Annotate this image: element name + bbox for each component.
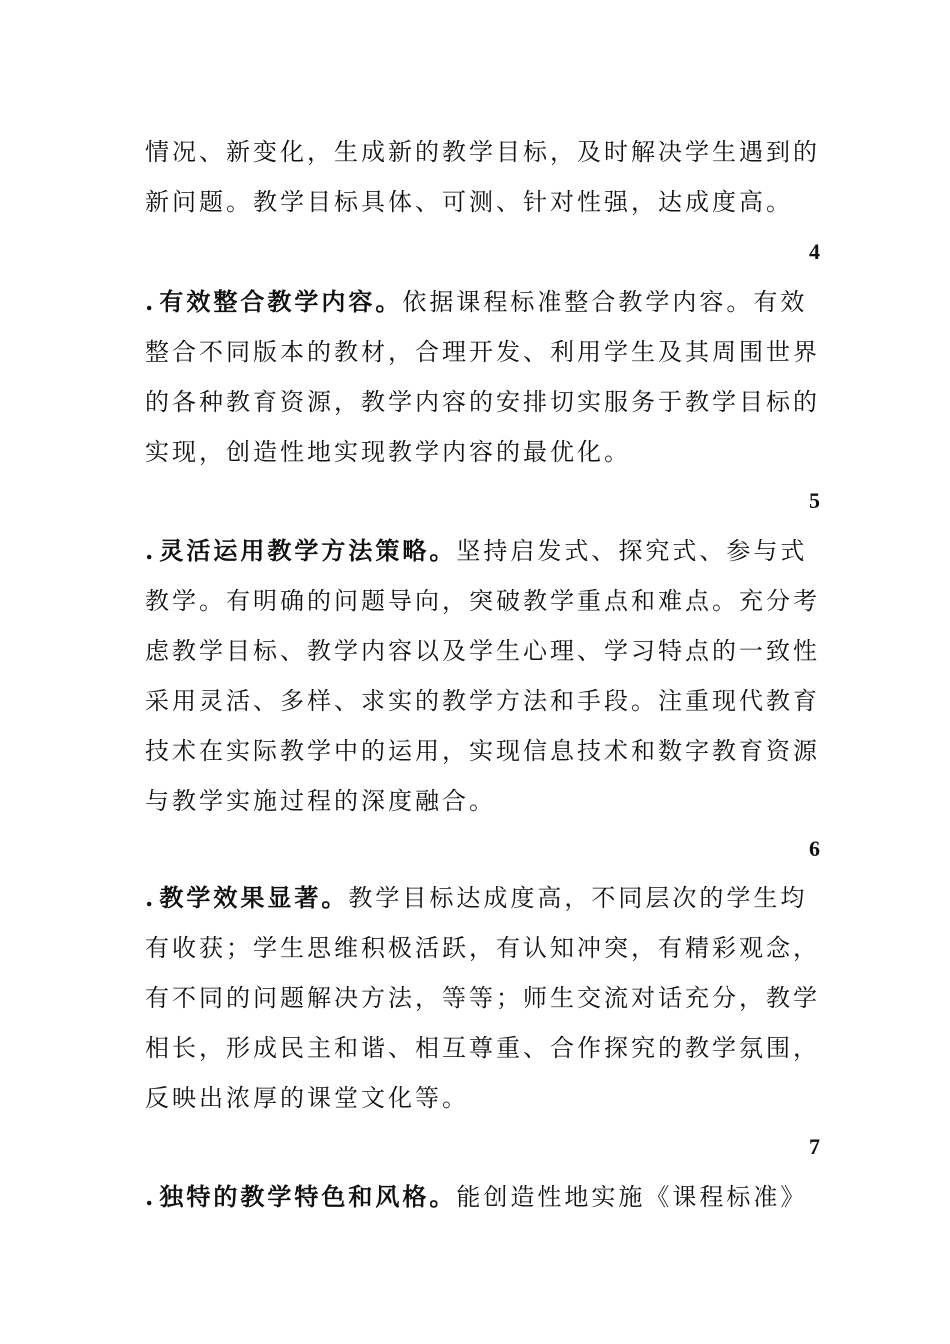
paragraph-line: 相长，形成民主和谐、相互尊重、合作探究的教学氛围， <box>145 1034 820 1062</box>
item-heading: 有效整合教学内容。 <box>159 287 403 316</box>
item-heading: 教学效果显著。 <box>159 883 349 912</box>
item-dot: . <box>145 1182 154 1211</box>
item-text: 依据课程标准整合教学内容。有效 <box>402 288 808 316</box>
item-heading: 灵活运用教学方法策略。 <box>159 536 457 565</box>
paragraph-line: 采用灵活、多样、求实的教学方法和手段。注重现代教育 <box>145 687 820 715</box>
item-text: 能创造性地实施《课程标准》 <box>456 1183 808 1211</box>
item-first-line <box>145 286 815 318</box>
item-number: 7 <box>809 1134 820 1159</box>
paragraph-line: 教学。有明确的问题导向，突破教学重点和难点。充分考 <box>145 587 820 615</box>
paragraph-line: 实现，创造性地实现教学内容的最优化。 <box>145 438 631 466</box>
item-first-line <box>145 535 815 567</box>
item-heading: 独特的教学特色和风格。 <box>159 1182 457 1211</box>
item-dot: . <box>145 883 154 912</box>
item-number: 5 <box>809 488 820 513</box>
paragraph-line: 与教学实施过程的深度融合。 <box>145 787 496 815</box>
item-dot: . <box>145 287 154 316</box>
paragraph-line: 情况、新变化，生成新的教学目标，及时解决学生遇到的 <box>145 138 820 166</box>
item-number: 6 <box>809 836 820 861</box>
paragraph-line: 整合不同版本的教材，合理开发、利用学生及其周围世界 <box>145 338 820 366</box>
item-first-line <box>145 882 815 914</box>
item-number: 4 <box>809 239 820 264</box>
item-text: 坚持启发式、探究式、参与式 <box>456 537 808 565</box>
item-first-line <box>145 1181 815 1213</box>
paragraph-line: 虑教学目标、教学内容以及学生心理、学习特点的一致性 <box>145 637 820 665</box>
paragraph-line: 有不同的问题解决方法，等等；师生交流对话充分，教学 <box>145 984 820 1012</box>
paragraph-line: 新问题。教学目标具体、可测、针对性强，达成度高。 <box>145 188 793 216</box>
paragraph-line: 有收获；学生思维积极活跃，有认知冲突，有精彩观念， <box>145 934 820 962</box>
item-text: 教学目标达成度高，不同层次的学生均 <box>348 884 808 912</box>
item-dot: . <box>145 536 154 565</box>
paragraph-line: 技术在实际教学中的运用，实现信息技术和数字教育资源 <box>145 737 820 765</box>
paragraph-line: 的各种教育资源，教学内容的安排切实服务于教学目标的 <box>145 388 820 416</box>
paragraph-line: 反映出浓厚的课堂文化等。 <box>145 1084 469 1112</box>
